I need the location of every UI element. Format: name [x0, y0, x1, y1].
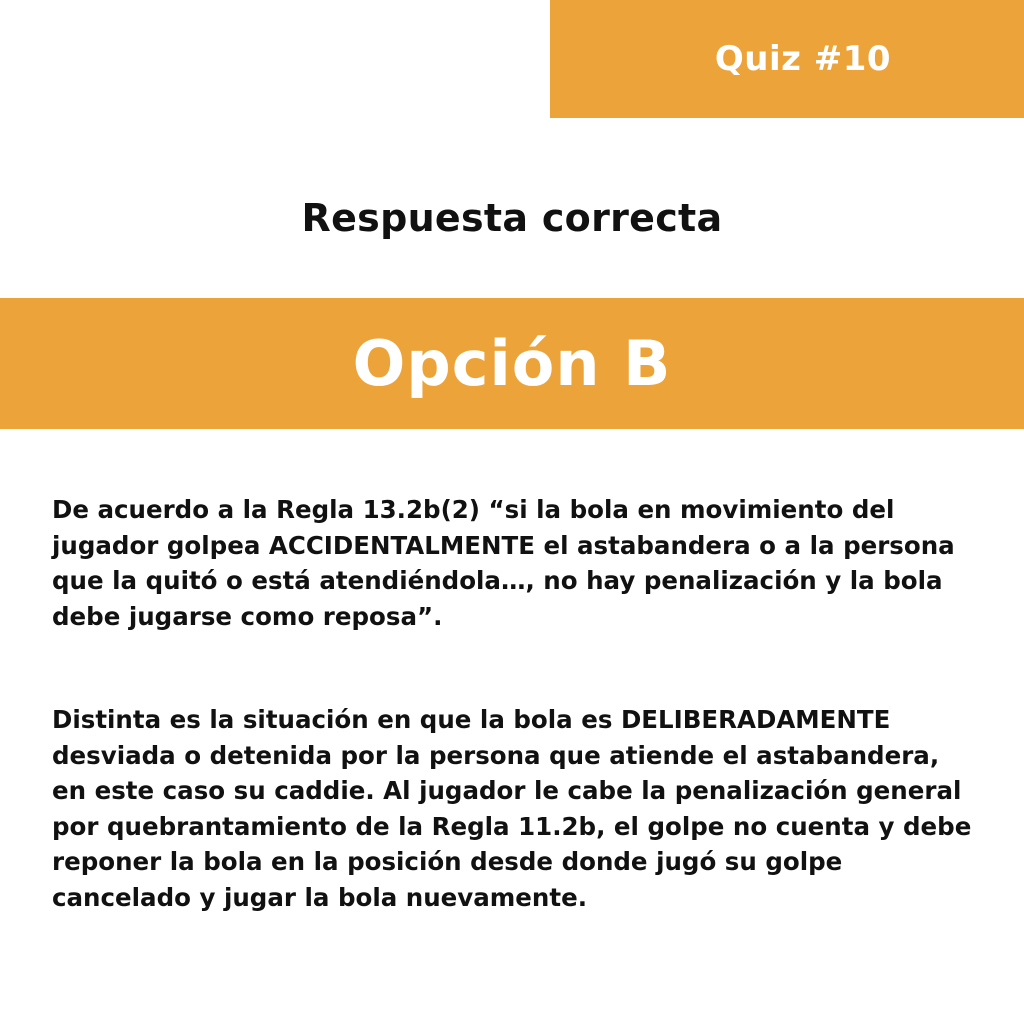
quiz-number-label: Quiz #10 [714, 39, 892, 79]
answer-label: Opción B [352, 327, 672, 400]
explanation-paragraph-1: De acuerdo a la Regla 13.2b(2) “si la bola en movimiento del jugador golpea ACCIDENTALMENTE el astabandera o a la persona que la quitó o está atendiéndola…, no hay penalización y la bola debe jugarse como reposa”. [52, 495, 955, 631]
answer-banner [0, 298, 1024, 429]
quiz-number-badge [550, 0, 1024, 118]
explanation-paragraph-2: Distinta es la situación en que la bola es DELIBERADAMENTE desviada o detenida por la persona que atiende el astabandera, en este caso su caddie. Al jugador le cabe la penalización general por quebrantamiento de la Regla 11.2b, el golpe no cuenta y debe reponer la bola en la posición desde donde jugó su golpe cancelado y jugar la bola nuevamente. [52, 705, 972, 912]
subtitle: Respuesta correcta [301, 196, 723, 240]
